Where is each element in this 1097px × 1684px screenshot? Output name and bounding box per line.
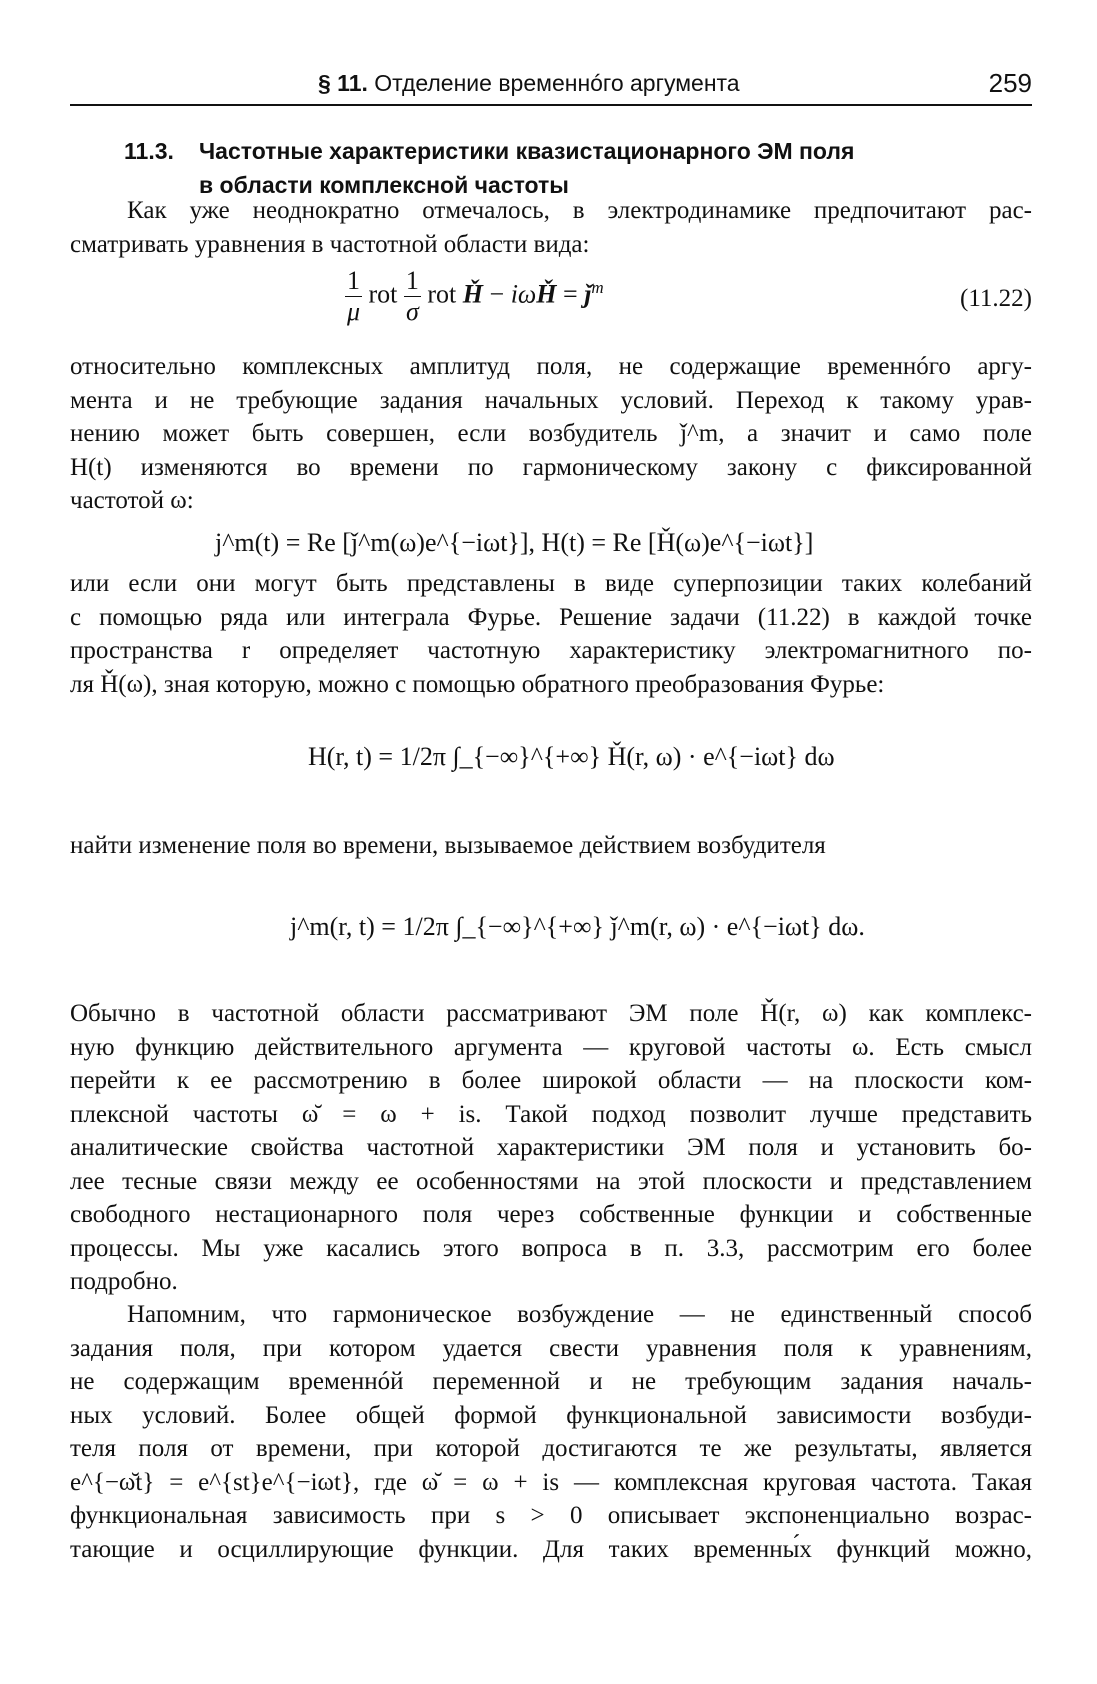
text-line: пространства r определяет частотную характеристику электромагнитного по- [70, 637, 1032, 664]
paragraph-2 [70, 350, 1032, 518]
section-title-line1: Частотные характеристики квазистационарного ЭМ поля [199, 138, 855, 164]
text-line: нению может быть совершен, если возбудитель ǰ^m, а значит и само поле [70, 420, 1032, 447]
text-line: e^{−ω̆t} = e^{st}e^{−iωt}, где ω̆ = ω + is — комплексная круговая частота. Такая [70, 1468, 1032, 1496]
text-line: Как уже неоднократно отмечалось, в электродинамике предпочитают рас- [127, 197, 1032, 224]
section-sign: § 11. [318, 70, 368, 96]
paragraph-6 [70, 1298, 1032, 1566]
text-line: аналитические свойства частотной характеристики ЭМ поля и установить бо- [70, 1134, 1032, 1161]
text-line: частотой ω: [70, 487, 194, 514]
text-line: перейти к ее рассмотрению в более широкой области — на плоскости ком- [70, 1067, 1032, 1094]
text-line: Напомним, что гармоническое возбуждение — не единственный способ [127, 1301, 1032, 1328]
paragraph-4 [70, 829, 1032, 863]
equation-number: (11.22) [960, 285, 1032, 312]
text-line: подробно. [70, 1268, 178, 1295]
section-heading [124, 134, 1024, 202]
text-line: задания поля, при котором удается свести уравнения поля к уравнениям, [70, 1334, 1032, 1362]
equation-harmonic: j^m(t) = Re [ǰ^m(ω)e^{−iωt}], H(t) = Re [Ȟ(ω)e^{−iωt}] [215, 528, 814, 557]
text-line: ля Ȟ(ω), зная которую, можно с помощью обратного преобразования Фурье: [70, 670, 885, 698]
text-line: свободного нестационарного поля через собственные функции и собственные [70, 1201, 1032, 1228]
text-line: не содержащим временнóй переменной и не требующим задания началь- [70, 1368, 1032, 1395]
text-line: лее тесные связи между ее особенностями на этой плоскости и представлением [70, 1167, 1032, 1195]
equation-11-22: $\frac{1}{\mu}$ rot $\frac{1}{\sigma}$ rot Ȟ − iωȞ = $ǰ^m$ [346, 266, 604, 326]
text-line: относительно комплексных амплитуд поля, не содержащие временнóго аргу- [70, 353, 1032, 380]
text-line: функциональная зависимость при s > 0 описывает экспоненциально возрас- [70, 1502, 1032, 1529]
text-line: или если они могут быть представлены в виде суперпозиции таких колебаний [70, 570, 1032, 597]
equation-fourier-j: j^m(r, t) = 1/2π ∫_{−∞}^{+∞} ǰ^m(r, ω) · e^{−iωt} dω. [290, 912, 865, 941]
page-number: 259 [988, 68, 1032, 98]
running-title [318, 70, 740, 97]
text-line: ную функцию действительного аргумента — круговой частоты ω. Есть смысл [70, 1033, 1032, 1061]
text-line: сматривать уравнения в частотной области вида: [70, 230, 590, 258]
running-header [70, 64, 1032, 106]
text-line: Обычно в частотной области рассматривают ЭМ поле Ȟ(r, ω) как комплекс- [70, 1000, 1032, 1027]
chapter-title: Отделение временнóго аргумента [374, 70, 740, 96]
paragraph-3 [70, 567, 1032, 701]
paragraph-1 [70, 194, 1032, 261]
text-line: теля поля от времени, при которой достигаются те же результаты, является [70, 1435, 1032, 1462]
text-line: тающие и осциллирующие функции. Для таких временны́х функций можно, [70, 1535, 1032, 1563]
section-title-line2: в области комплексной частоты [199, 172, 569, 198]
paragraph-5 [70, 997, 1032, 1299]
text-line: плексной частоты ω̆ = ω + is. Такой подход позволит лучше представить [70, 1100, 1032, 1128]
text-line: процессы. Мы уже касались этого вопроса в п. 3.3, рассмотрим его более [70, 1234, 1032, 1262]
text-line: с помощью ряда или интеграла Фурье. Решение задачи (11.22) в каждой точке [70, 603, 1032, 631]
text-line: мента и не требующие задания начальных условий. Переход к такому урав- [70, 386, 1032, 414]
text-line: найти изменение поля во времени, вызываемое действием возбудителя [70, 832, 826, 859]
text-line: ных условий. Более общей формой функциональной зависимости возбуди- [70, 1401, 1032, 1429]
section-number: 11.3. [124, 138, 174, 164]
text-line: H(t) изменяются во времени по гармоническому закону с фиксированной [70, 453, 1032, 481]
equation-fourier-h: H(r, t) = 1/2π ∫_{−∞}^{+∞} Ȟ(r, ω) · e^{−iωt} dω [308, 742, 835, 771]
